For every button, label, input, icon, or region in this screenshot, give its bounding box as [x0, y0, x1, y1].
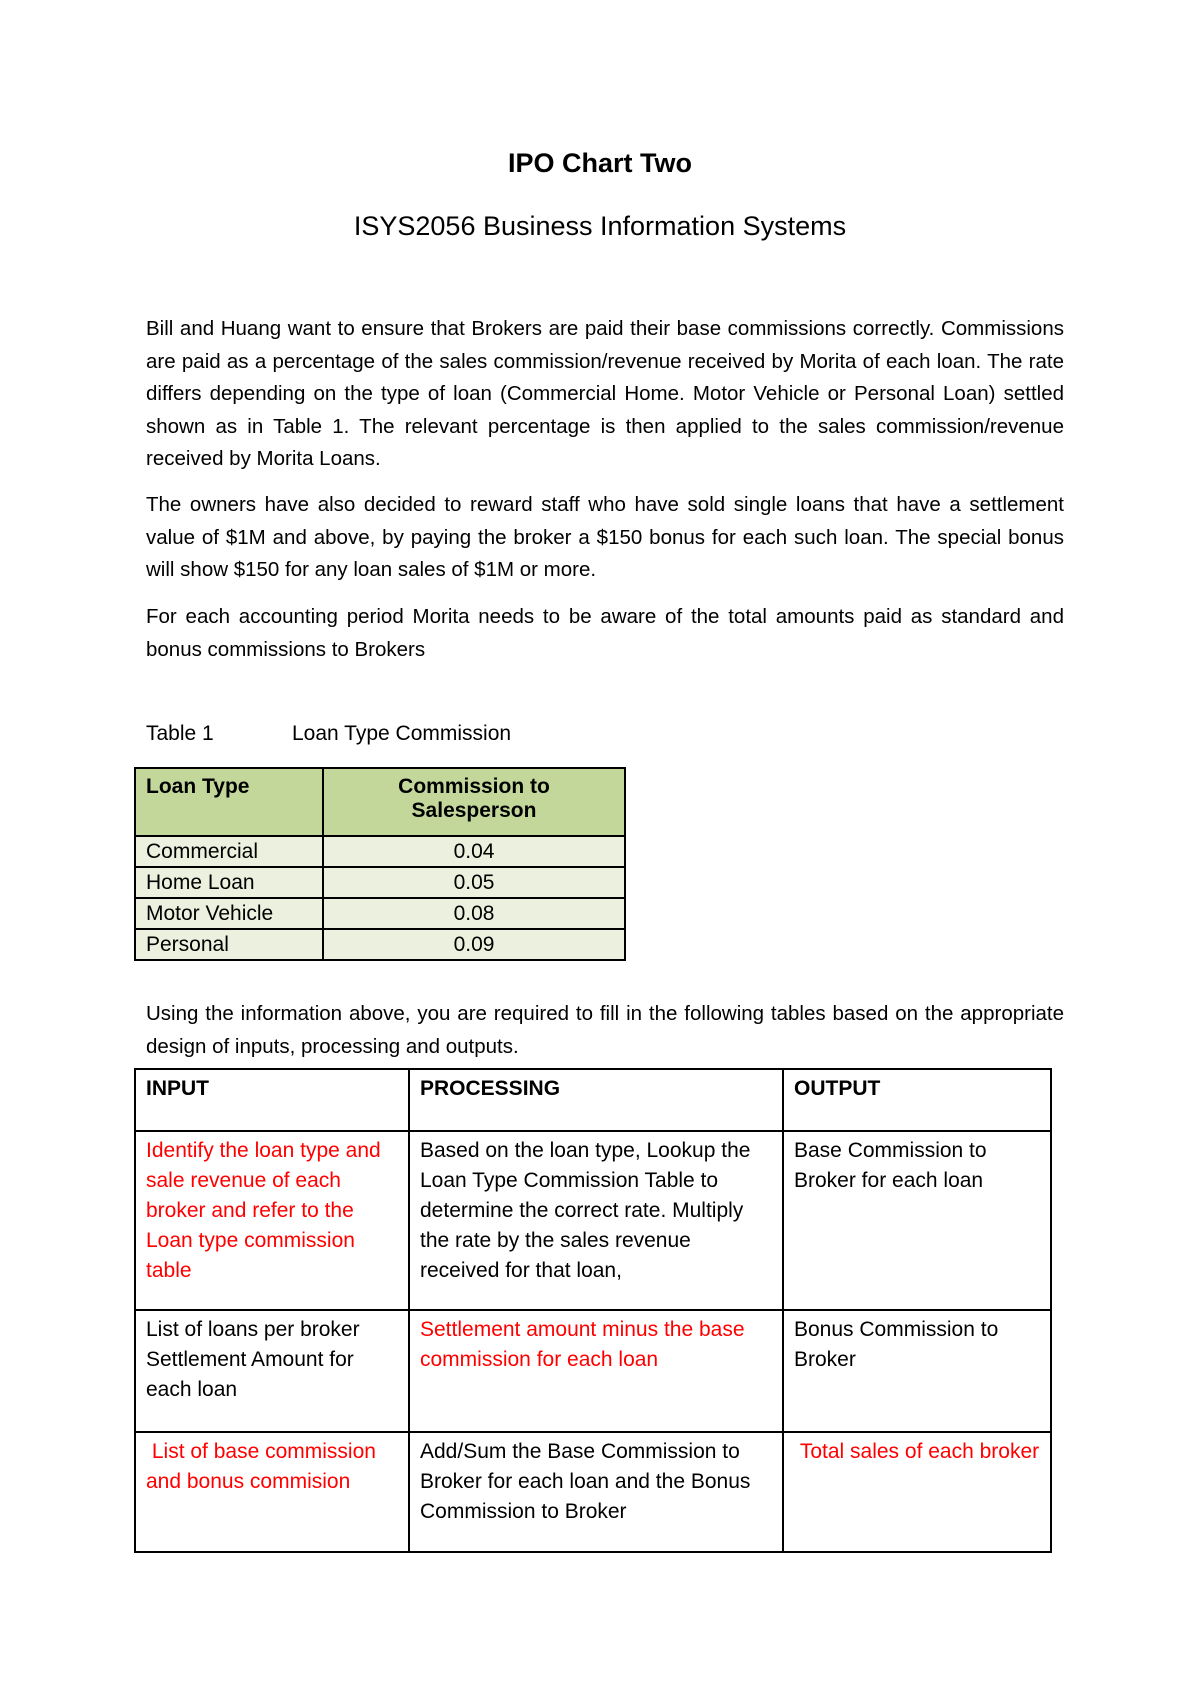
- table1-caption: [146, 722, 512, 746]
- table-header-row: [135, 768, 625, 836]
- loan-type-commission-table: [134, 767, 626, 961]
- commission-cell: 0.05: [323, 867, 625, 898]
- loan-type-cell: Personal: [135, 929, 323, 960]
- commission-cell: 0.08: [323, 898, 625, 929]
- table-row: [135, 836, 625, 867]
- commission-cell: 0.09: [323, 929, 625, 960]
- paragraph-1: Bill and Huang want to ensure that Brokers are paid their base commissions correctly. Commissions are paid as a percentage of the sales commission/revenue received by Morita of each loan. The rate differs depending on the type of loan (Commercial Home. Motor Vehicle or Personal Loan) settled shown as in Table 1. The relevant percentage is then applied to the sales commission/revenue received by Morita Loans.: [146, 317, 1064, 470]
- page-subtitle: ISYS2056 Business Information Systems: [353, 211, 847, 241]
- output-cell: Total sales of each broker: [783, 1432, 1051, 1552]
- loan-type-cell: Motor Vehicle: [135, 898, 323, 929]
- loan-type-cell: Commercial: [135, 836, 323, 867]
- output-cell: Bonus Commission to Broker: [783, 1310, 1051, 1432]
- loan-type-cell: Home Loan: [135, 867, 323, 898]
- ipo-header-row: [135, 1069, 1051, 1131]
- output-cell: Base Commission to Broker for each loan: [783, 1131, 1051, 1310]
- processing-cell: Add/Sum the Base Commission to Broker for each loan and the Bonus Commission to Broker: [409, 1432, 783, 1552]
- table-row: [135, 1131, 1051, 1310]
- table1-name: Loan Type Commission: [292, 722, 512, 745]
- commission-cell: 0.04: [323, 836, 625, 867]
- header-commission: Commission to Salesperson: [323, 768, 625, 836]
- instructions-paragraph: Using the information above, you are required to fill in the following tables based on the appropriate design of inputs, processing and outputs.: [146, 1002, 1064, 1058]
- table-row: [135, 1432, 1051, 1552]
- processing-cell: Settlement amount minus the base commission for each loan: [409, 1310, 783, 1432]
- header-loan-type: Loan Type: [135, 768, 323, 836]
- table-row: [135, 898, 625, 929]
- paragraph-2: The owners have also decided to reward staff who have sold single loans that have a settlement value of $1M and above, by paying the broker a $150 bonus for each such loan. The special bonus will show $150 for any loan sales of $1M or more.: [146, 493, 1064, 581]
- input-cell: Identify the loan type and sale revenue of each broker and refer to the Loan type commission table: [135, 1131, 409, 1310]
- processing-cell: Based on the loan type, Lookup the Loan Type Commission Table to determine the correct rate. Multiply the rate by the sales revenue received for that loan,: [409, 1131, 783, 1310]
- table-row: [135, 867, 625, 898]
- table-row: [135, 929, 625, 960]
- page-title: IPO Chart Two: [507, 148, 692, 178]
- header-processing: PROCESSING: [409, 1069, 783, 1131]
- paragraph-3: For each accounting period Morita needs to be aware of the total amounts paid as standard and bonus commissions to Brokers: [146, 605, 1064, 661]
- table1-label: Table 1: [146, 722, 214, 745]
- ipo-chart-table: [134, 1068, 1052, 1553]
- input-cell: List of base commission and bonus commision: [135, 1432, 409, 1552]
- header-output: OUTPUT: [783, 1069, 1051, 1131]
- table-row: [135, 1310, 1051, 1432]
- header-input: INPUT: [135, 1069, 409, 1131]
- input-cell: List of loans per broker Settlement Amount for each loan: [135, 1310, 409, 1432]
